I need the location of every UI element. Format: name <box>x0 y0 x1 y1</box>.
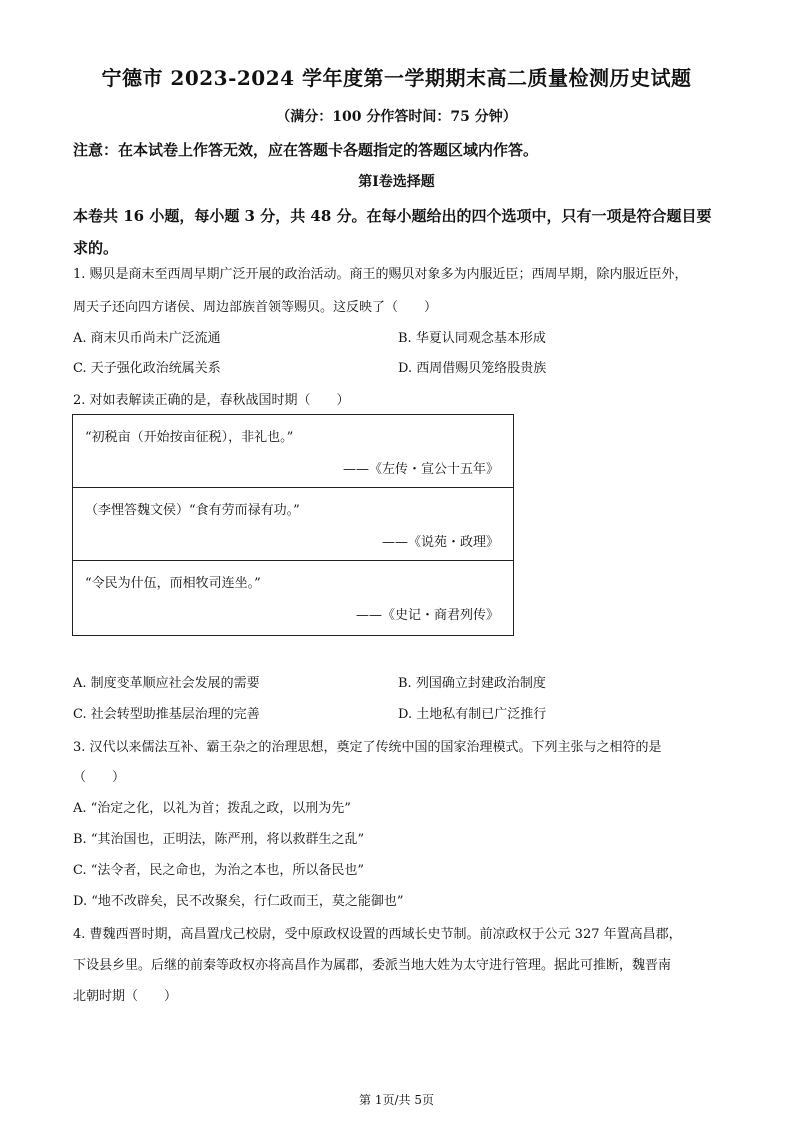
q1-option-c: C. 天子强化政治统属关系 <box>73 361 221 376</box>
q2-option-a: A. 制度变革顺应社会发展的需要 <box>73 676 260 691</box>
section-heading: 第Ⅰ卷选择题 <box>358 174 435 190</box>
q3-option-a: A. “治定之化，以礼为首；拨乱之政，以刑为先” <box>73 801 351 816</box>
q4-stem-line1: 4. 曹魏西晋时期，高昌置戊己校尉，受中原政权设置的西域长史节制。前凉政权于公元 327 年置高昌郡， <box>73 927 682 942</box>
table-source: ——《史记・商君列传》 <box>355 608 499 623</box>
q2-stem: 2. 对如表解读正确的是，春秋战国时期（ ） <box>73 393 350 408</box>
q3-option-d: D. “地不改辟矣，民不改聚矣，行仁政而王，莫之能御也” <box>73 894 404 909</box>
q4-stem-line2: 下设县乡里。后继的前秦等政权亦将高昌作为属郡，委派当地大姓为太守进行管理。据此可推断，魏晋南 <box>73 958 672 973</box>
q2-option-d: D. 土地私有制已广泛推行 <box>398 707 547 722</box>
table-source: ——《左传・宣公十五年》 <box>342 462 499 477</box>
q1-stem-line2: 周天子还向四方诸侯、周边部族首领等赐贝。这反映了（ ） <box>73 300 438 315</box>
q3-stem-line1: 3. 汉代以来儒法互补、霸王杂之的治理思想，奠定了传统中国的国家治理模式。下列主张与之相符的是 <box>73 740 662 755</box>
q1-option-b: B. 华夏认同观念基本形成 <box>398 331 546 346</box>
exam-subtitle: （满分：100 分作答时间：75 分钟） <box>276 109 517 125</box>
table-row <box>73 415 513 488</box>
table-quote: “初税亩（开始按亩征税），非礼也。” <box>85 430 294 445</box>
q2-option-b: B. 列国确立封建政治制度 <box>398 676 546 691</box>
q2-source-table <box>72 414 514 636</box>
table-source: ——《说苑・政理》 <box>381 535 499 550</box>
section-intro: 本卷共 16 小题，每小题 3 分，共 48 分。在每小题给出的四个选项中，只有一项是符合题目要求的。 <box>73 207 712 257</box>
table-row <box>73 561 513 635</box>
page-number: 第 1页/共 5页 <box>359 1093 434 1107</box>
q3-option-c: C. “法令者，民之命也，为治之本也，所以备民也” <box>73 863 365 878</box>
q1-option-d: D. 西周借赐贝笼络股贵族 <box>398 361 547 376</box>
q4-stem-line3: 北朝时期（ ） <box>73 989 178 1004</box>
exam-title: 宁德市 2023-2024 学年度第一学期期末高二质量检测历史试题 <box>101 66 692 90</box>
q2-option-c: C. 社会转型助推基层治理的完善 <box>73 707 260 722</box>
q3-stem-line2: （ ） <box>73 770 126 785</box>
q1-option-a: A. 商末贝币尚未广泛流通 <box>73 331 221 346</box>
q1-stem-line1: 1. 赐贝是商末至西周早期广泛开展的政治活动。商王的赐贝对象多为内服近臣；西周早期，除内服近臣外， <box>73 267 688 282</box>
table-quote: （李悝答魏文侯）“食有劳而禄有功。” <box>85 503 300 518</box>
exam-notice: 注意：在本试卷上作答无效，应在答题卡各题指定的答题区域内作答。 <box>73 141 539 159</box>
table-row <box>73 488 513 561</box>
q3-option-b: B. “其治国也，正明法，陈严刑，将以救群生之乱” <box>73 832 365 847</box>
table-quote: “令民为什伍，而相牧司连坐。” <box>85 576 261 591</box>
